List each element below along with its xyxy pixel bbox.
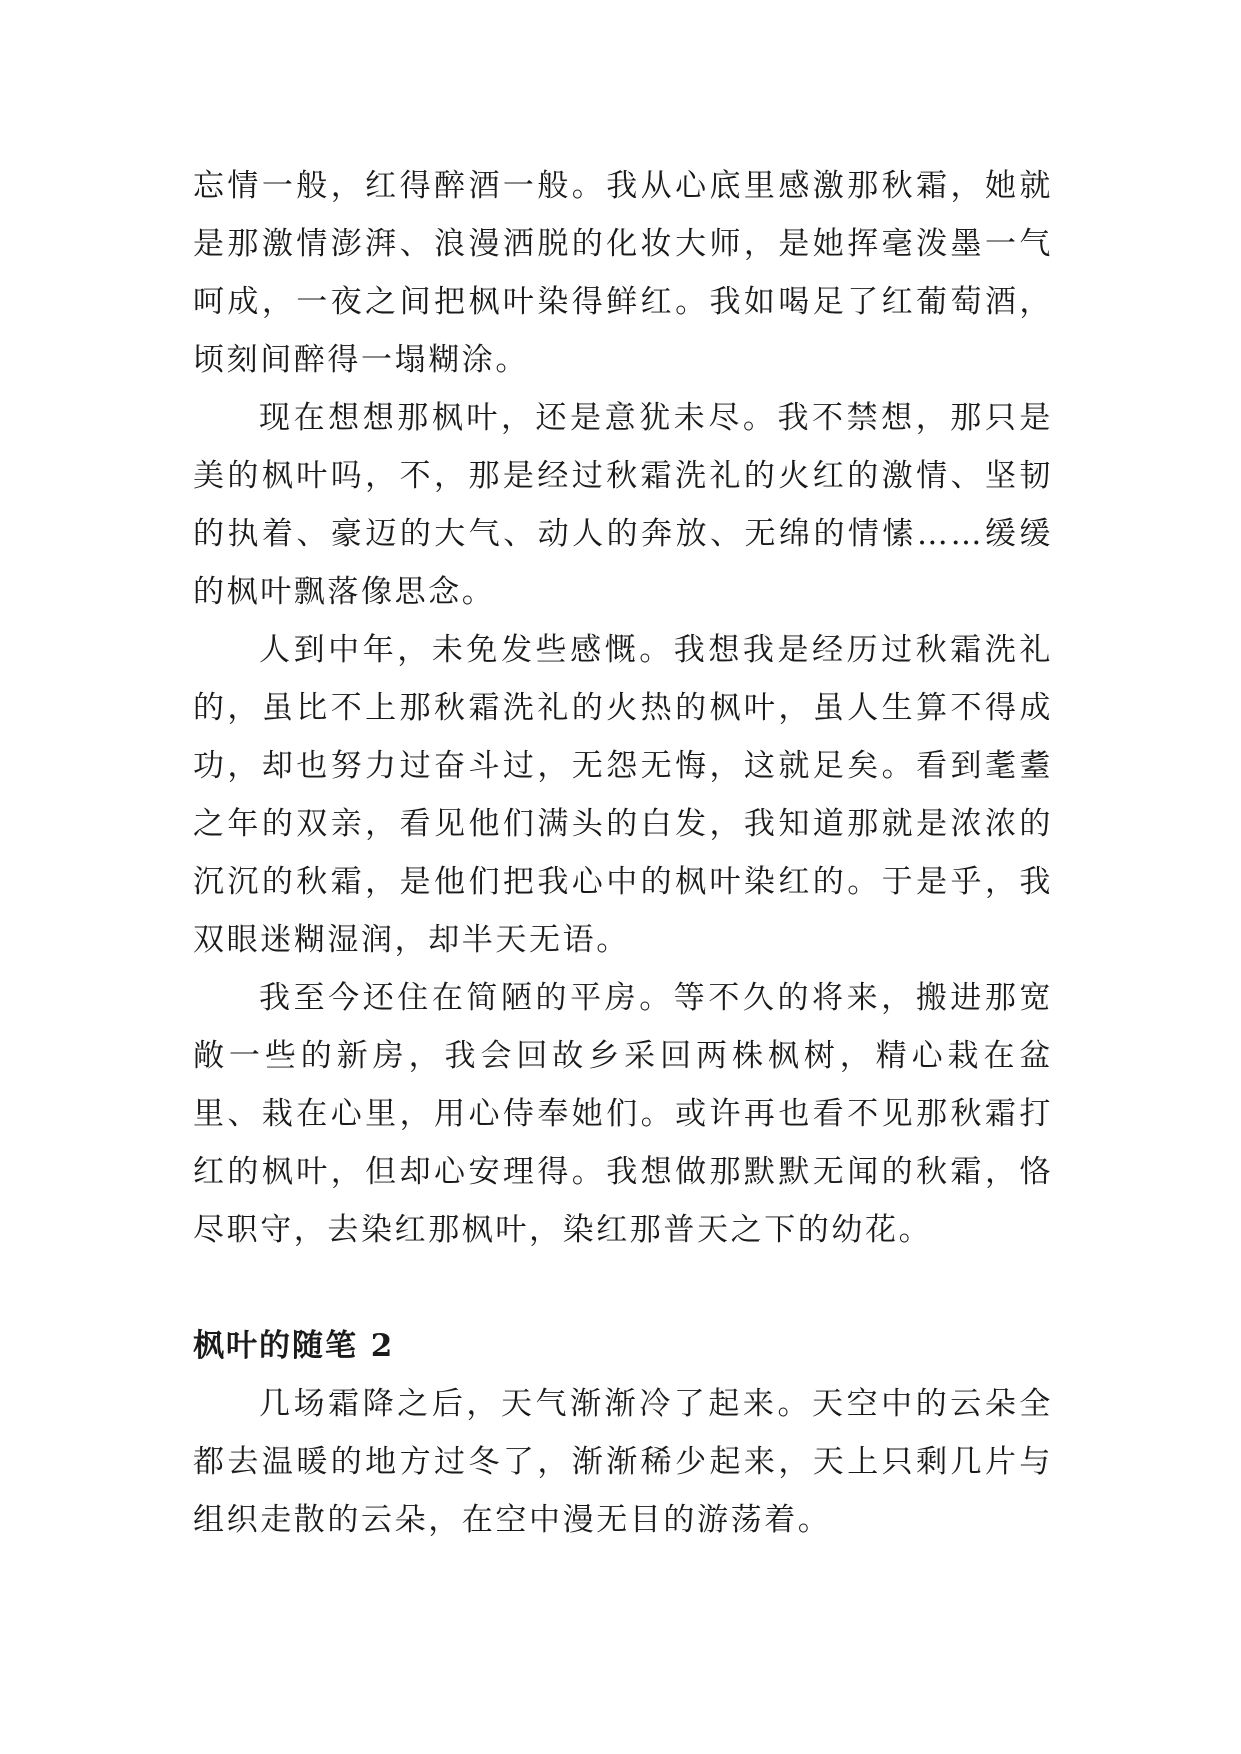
section-title: 枫叶的随笔 2 [193, 1328, 395, 1364]
paragraph: 我至今还住在简陋的平房。等不久的将来，搬进那宽敞一些的新房，我会回故乡采回两株枫树，精心栽在盆里、栽在心里，用心侍奉她们。或许再也看不见那秋霜打红的枫叶，但却心安理得。我想做那默默无闻的秋霜，恪尽职守，去染红那枫叶，染红那普天之下的幼花。 [193, 980, 1053, 1248]
paragraph-continued: 忘情一般，红得醉酒一般。我从心底里感激那秋霜，她就是那激情澎湃、浪漫洒脱的化妆大师，是她挥毫泼墨一气呵成，一夜之间把枫叶染得鲜红。我如喝足了红葡萄酒，顷刻间醉得一塌糊涂。 [193, 168, 1053, 378]
paragraph: 人到中年，未免发些感慨。我想我是经历过秋霜洗礼的，虽比不上那秋霜洗礼的火热的枫叶，虽人生算不得成功，却也努力过奋斗过，无怨无悔，这就足矣。看到耄耋之年的双亲，看见他们满头的白发，我知道那就是浓浓的沉沉的秋霜，是他们把我心中的枫叶染红的。于是乎，我双眼迷糊湿润，却半天无语。 [193, 632, 1053, 958]
paragraph: 几场霜降之后，天气渐渐冷了起来。天空中的云朵全都去温暖的地方过冬了，渐渐稀少起来，天上只剩几片与组织走散的云朵，在空中漫无目的游荡着。 [193, 1386, 1053, 1538]
document-page [193, 157, 1053, 1549]
paragraph: 现在想想那枫叶，还是意犹未尽。我不禁想，那只是美的枫叶吗，不，那是经过秋霜洗礼的火红的激情、坚韧的执着、豪迈的大气、动人的奔放、无绵的情愫……缓缓的枫叶飘落像思念。 [193, 400, 1053, 610]
